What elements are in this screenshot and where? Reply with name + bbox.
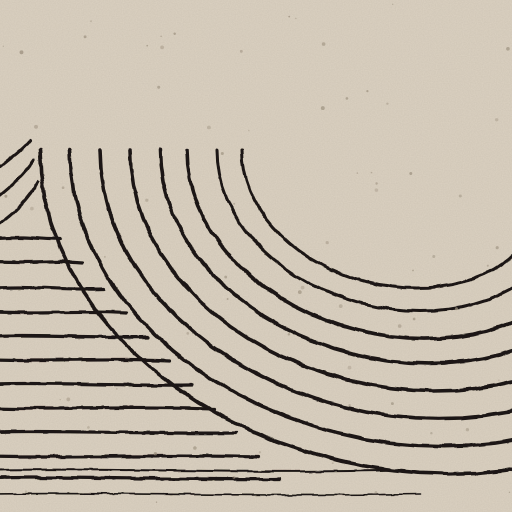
- paper-speck: [154, 452, 157, 455]
- paper-speck: [432, 255, 435, 258]
- paper-speck: [321, 106, 325, 110]
- paper-speck: [298, 290, 302, 294]
- paper-speck: [157, 86, 160, 89]
- paper-speck: [84, 35, 87, 38]
- paper-speck: [207, 126, 211, 130]
- paper-speck: [186, 332, 189, 335]
- paper-speck: [375, 182, 377, 184]
- paper-speck: [116, 388, 118, 390]
- horizontal-ink-line: [0, 287, 104, 289]
- paper-speck: [288, 16, 290, 18]
- paper-speck: [62, 186, 65, 189]
- paper-speck: [227, 298, 229, 300]
- paper-speck: [173, 33, 175, 35]
- paper-speck: [459, 194, 462, 197]
- paper-speck: [487, 265, 489, 267]
- paper-speck: [232, 476, 235, 479]
- paper-speck: [326, 241, 329, 244]
- paper-speck: [66, 397, 70, 401]
- horizontal-ink-line: [0, 477, 280, 479]
- horizontal-ink-line: [0, 431, 236, 433]
- paper-speck: [398, 324, 402, 328]
- horizontal-ink-line: [0, 312, 126, 313]
- paper-speck: [375, 188, 379, 192]
- paper-speck: [301, 286, 305, 290]
- paper-speck: [413, 318, 416, 321]
- paper-speck: [34, 125, 38, 129]
- paper-speck: [498, 379, 499, 380]
- paper-speck: [466, 428, 469, 431]
- horizontal-ink-line: [0, 456, 258, 457]
- paper-speck: [455, 307, 458, 310]
- paper-speck: [240, 50, 243, 53]
- paper-speck: [259, 451, 261, 453]
- paper-speck: [366, 90, 368, 92]
- paper-speck: [348, 366, 352, 370]
- paper-speck: [386, 103, 388, 105]
- paper-speck: [90, 20, 92, 22]
- paper-speck: [430, 432, 432, 434]
- paper-speck: [392, 4, 393, 5]
- paper-speck: [87, 426, 90, 429]
- horizontal-ink-line: [0, 383, 192, 385]
- paper-speck: [412, 270, 414, 272]
- paper-speck: [233, 203, 235, 205]
- paper-speck: [346, 97, 349, 100]
- paper-speck: [25, 490, 27, 492]
- horizontal-ink-line: [0, 335, 148, 337]
- paper-speck: [495, 118, 498, 121]
- paper-speck: [3, 46, 4, 47]
- paper-speck: [295, 18, 296, 19]
- paper-speck: [509, 492, 510, 493]
- paper-speck: [348, 404, 350, 406]
- paper-speck: [339, 304, 343, 308]
- paper-speck: [20, 50, 24, 54]
- paper-speck: [30, 207, 34, 211]
- paper-speck: [332, 462, 334, 464]
- paper-speck: [375, 491, 378, 494]
- paper-speck: [506, 47, 510, 51]
- paper-speck: [104, 256, 106, 258]
- paper-speck: [160, 45, 164, 49]
- paper-speck: [288, 333, 290, 335]
- paper-speck: [4, 195, 7, 198]
- paper-speck: [248, 130, 250, 132]
- horizontal-ink-line: [0, 262, 82, 263]
- paper-speck: [156, 502, 157, 503]
- paper-speck: [193, 446, 197, 450]
- paper-speck: [322, 42, 326, 46]
- paper-speck: [409, 172, 412, 175]
- paper-speck: [391, 402, 394, 405]
- paper-speck: [496, 246, 499, 249]
- paper-speck: [371, 172, 373, 174]
- paper-speck: [146, 45, 148, 47]
- paper-speck: [145, 199, 148, 202]
- paper-speck: [160, 36, 161, 37]
- horizontal-ink-line: [0, 237, 60, 239]
- paper-speck: [224, 276, 227, 279]
- paper-speck: [60, 399, 61, 400]
- paper-speck: [221, 152, 224, 155]
- paper-speck: [357, 172, 358, 173]
- horizontal-ink-line: [0, 408, 214, 409]
